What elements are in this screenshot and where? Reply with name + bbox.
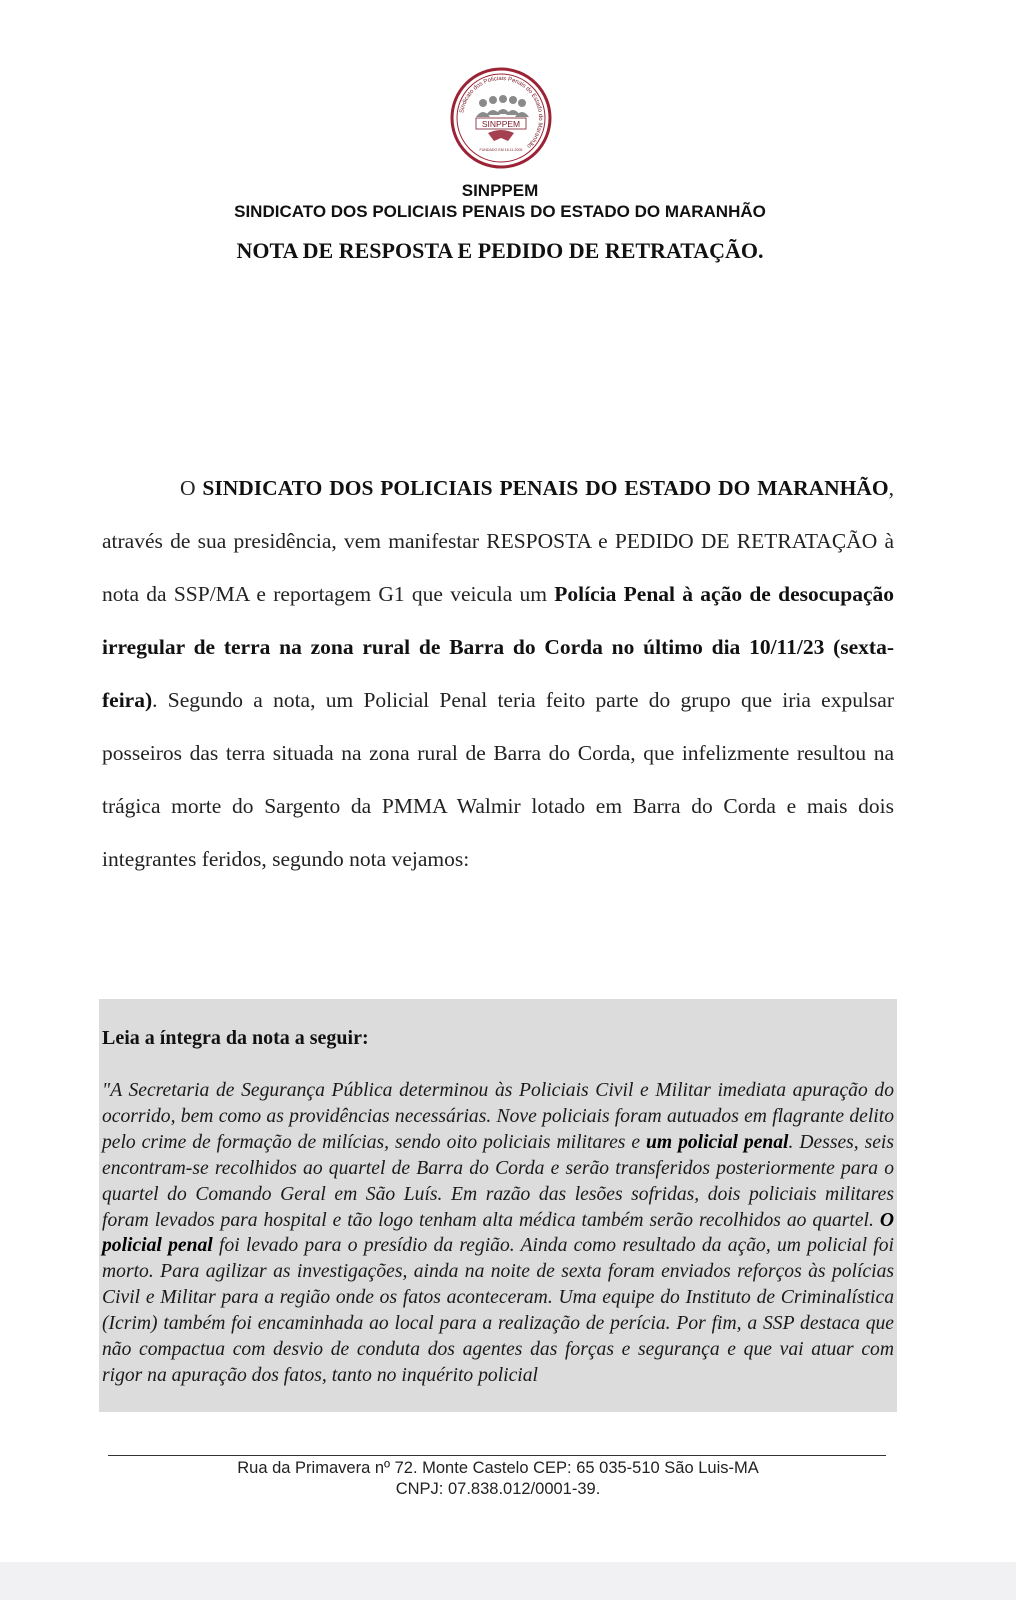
footer-address: Rua da Primavera nº 72. Monte Castelo CEP: 65 035-510 São Luis-MA	[237, 1459, 759, 1477]
logo-founded: FUNDADO EM 16.11.2005	[479, 148, 523, 152]
sinppem-logo	[450, 67, 552, 169]
quoted-note-box	[99, 999, 897, 1412]
footer-cnpj: CNPJ: 07.838.012/0001-39.	[395, 1480, 601, 1498]
quote-heading: Leia a íntegra da nota a seguir:	[102, 1027, 369, 1049]
page-bottom-band	[0, 1562, 1016, 1600]
body-text-1: O	[180, 476, 203, 500]
quote-bold-2: O policial penal	[102, 1209, 894, 1257]
body-paragraph	[102, 462, 894, 886]
footer-divider	[108, 1455, 886, 1456]
svg-text:Sindicato dos Policiais Penais: Sindicato dos Policiais Penais do Estado do Maranhão	[459, 75, 544, 149]
org-acronym: SINPPEM	[461, 181, 539, 200]
org-full-name: SINDICATO DOS POLICIAIS PENAIS DO ESTADO DO MARANHÃO	[234, 202, 766, 221]
quote-bold-1: um policial penal	[646, 1131, 789, 1153]
quote-part-1: "A Secretaria de Segurança Pública determinou às Policiais Civil e Militar imediata apuração do ocorrido, bem como as providências necessárias. Nove policiais foram autuados em flagrante delito pelo crime de formação de milícias, sendo oito policiais militares e	[102, 1080, 894, 1153]
document-title: NOTA DE RESPOSTA E PEDIDO DE RETRATAÇÃO.	[236, 238, 764, 263]
quote-part-2: . Desses, seis encontram-se recolhidos ao quartel de Barra do Corda e serão transferidos posteriormente para o quartel do Comando Geral em São Luís. Em razão das lesões sofridas, dois policiais militares foram levados para hospital e tão logo tenham alta médica também serão recolhidos ao quartel.	[102, 1131, 894, 1231]
body-text-3: . Segundo a nota, um Policial Penal teria feito parte do grupo que iria expulsar posseiros das terra situada na zona rural de Barra do Corda, que infelizmente resultou na trágica morte do Sargento da PMMA Walmir lotado em Barra do Corda e mais dois integrantes feridos, segundo nota vejamos:	[102, 688, 894, 871]
org-name-bold: SINDICATO DOS POLICIAIS PENAIS DO ESTADO DO MARANHÃO	[202, 476, 889, 500]
incident-bold: Polícia Penal à ação de desocupação irregular de terra na zona rural de Barra do Corda no último dia 10/11/23 (sexta-feira)	[102, 582, 894, 712]
body-text-2: , através de sua presidência, vem manifestar RESPOSTA e PEDIDO DE RETRATAÇÃO à nota da SSP/MA e reportagem G1 que veicula um	[102, 476, 894, 606]
quote-part-3: foi levado para o presídio da região. Ainda como resultado da ação, um policial foi morto. Para agilizar as investigações, ainda na noite de sexta foram enviados reforços às polícias Civil e Militar para a região onde os fatos aconteceram. Uma equipe do Instituto de Criminalística (Icrim) também foi encaminhada ao local para a realização de perícia. Por fim, a SSP destaca que não compactua com desvio de conduta dos agentes das forças e segurança e que vai atuar com rigor na apuração dos fatos, tanto no inquérito policial	[102, 1235, 894, 1386]
logo-name: SINPPEM	[481, 119, 521, 129]
quote-text	[102, 1078, 894, 1389]
